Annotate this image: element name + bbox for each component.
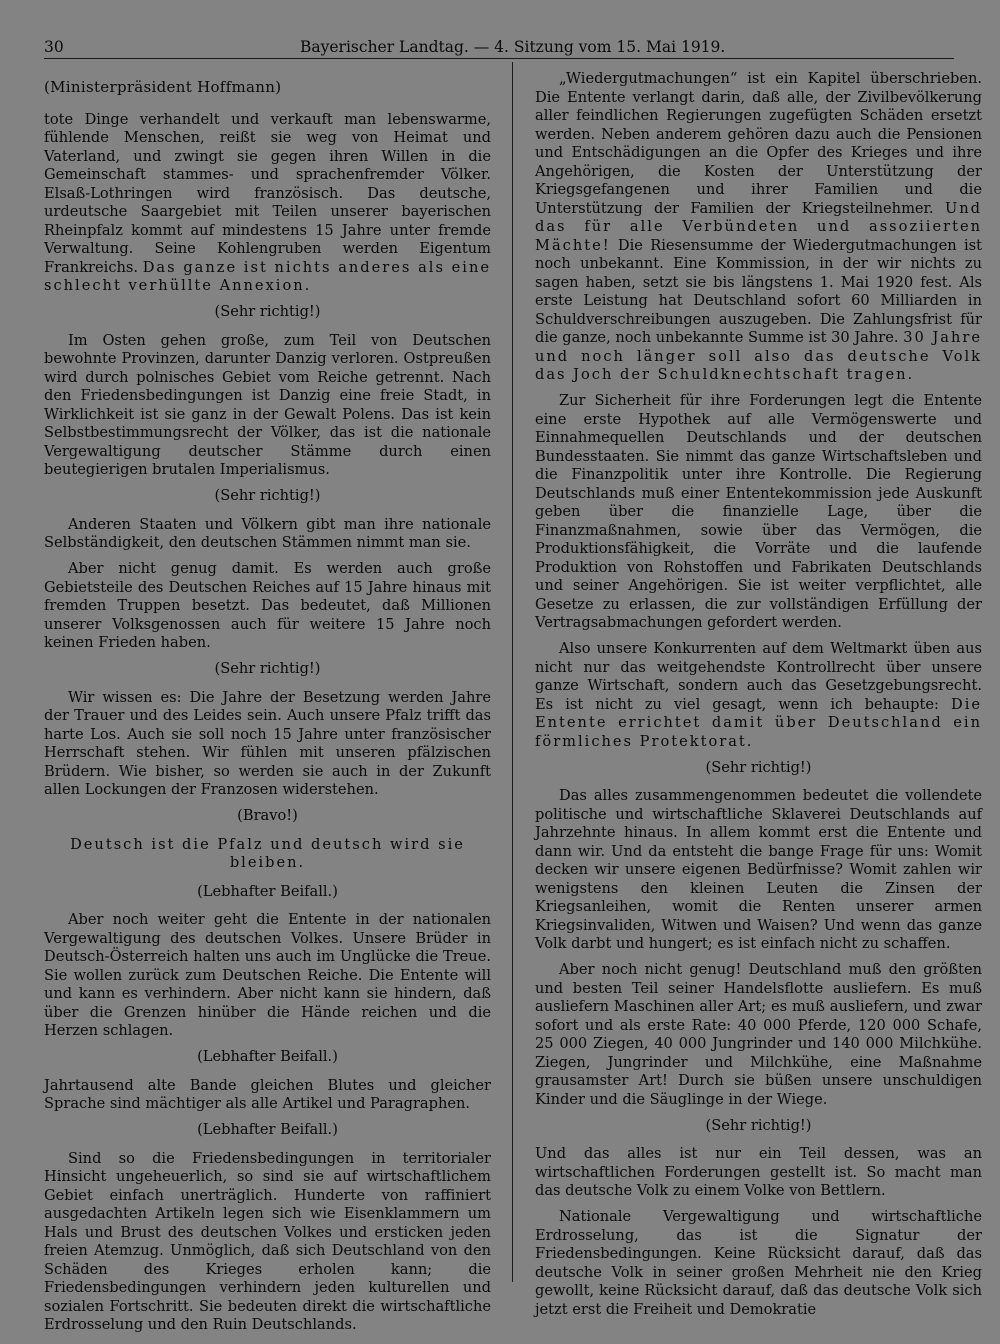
- paragraph: Wir wissen es: Die Jahre der Besetzung werden Jahre der Trauer und des Leides sein. Auch unsere Pfalz trifft das harte Los. Auch sie soll noch 15 Jahre unter französischer Herrschaft stehen. Wir fühlen mit unseren pfälzischen Brüdern. Wie bisher, so werden sie auch in der Zukunft allen Lockungen der Franzosen widerstehen.: [44, 688, 491, 798]
- emphasized-text: 30 Jahre und noch länger soll also das deutsche Volk das Joch der Schuldknechtschaft tragen.: [535, 329, 983, 383]
- paragraph: [535, 640, 982, 751]
- paragraph-text: tote Dinge verhandelt und verkauft man lebenswarme, fühlende Menschen, reißt sie weg von Heimat und Vaterland, und zwingt sie gegen ihren Willen in die Gemeinschaft stammes- und sprachenfremder Völker. Elsaß-Lothringen wird französisch. Das deutsche, urdeutsche Saargebiet mit Teilen unserer bayerischen Rheinpfalz kommt auf mindestens 15 Jahre unter fremde Verwaltung. Seine Kohlengruben werden Eigentum Frankreichs.: [44, 110, 491, 276]
- paragraph: Anderen Staaten und Völkern gibt man ihre nationale Selbständigkeit, den deutschen Stämmen nimmt man sie.: [44, 515, 491, 551]
- page-header: [44, 38, 954, 59]
- column-divider: [512, 62, 513, 1282]
- interjection: (Sehr richtig!): [705, 1116, 812, 1134]
- paragraph: Aber nicht genug damit. Es werden auch große Gebietsteile des Deutschen Reiches auf 15 Jahre hinaus mit fremden Truppen besetzt. Das bedeutet, daß Millionen unserer Volksgenossen auch für weitere 15 Jahre noch keinen Frieden haben.: [44, 560, 491, 651]
- paragraph: Zur Sicherheit für ihre Forderungen legt die Entente eine erste Hypothek auf alle Vermögenswerte und Einnahmequellen Deutschlands und der deutschen Bundesstaaten. Sie nimmt das ganze Wirtschaftsleben und die Finanzpolitik unter ihre Kontrolle. Die Regierung Deutschlands muß einer Ententekommission jede Auskunft geben über die finanzielle Lage, über die Finanzmaßnahmen, sowie über das Vermögen, die Produktionsfähigkeit, die Vorräte und die laufende Produktion von Rohstoffen und Fabrikaten Deutschlands und seiner Angehörigen. Sie ist weiter verpflichtet, alle Gesetze zu erlassen, die zur vollständigen Erfüllung der Vertragsabmachungen gefordert werden.: [535, 392, 982, 631]
- right-column: [535, 70, 982, 1327]
- page-number: 30: [44, 38, 64, 56]
- speaker-note: (Ministerpräsident Hoffmann): [44, 78, 282, 96]
- interjection: (Sehr richtig!): [214, 660, 321, 677]
- emphasized-text: Die Entente errichtet damit über Deutschland ein förmliches Protektorat.: [535, 695, 983, 750]
- paragraph: Nationale Vergewaltigung und wirtschaftliche Erdrosselung, das ist die Signatur der Friedensbedingungen. Keine Rücksicht darauf, daß das deutsche Volk in seiner großen Mehrheit nie den Krieg gewollt, keine Rücksicht darauf, daß das deutsche Volk sich jetzt erst die Freiheit und Demokratie: [535, 1208, 982, 1318]
- paragraph-text: „Wiedergutmachungen“ ist ein Kapitel überschrieben. Die Entente verlangt darin, daß alle, der Zivilbevölkerung aller feindlichen Regierungen zugefügten Schäden ersetzt werden. Neben anderem gehören dazu auch die Pensionen und Entschädigungen an die Opfer des Krieges und ihre Angehörigen, die Kosten der Unterstützung der Kriegsgefangenen und ihrer Familien und die Unterstützung der Familien der Kriegsteilnehmer.: [535, 70, 982, 217]
- interjection: (Bravo!): [237, 807, 298, 824]
- running-head: Bayerischer Landtag. — 4. Sitzung vom 15. Mai 1919.: [300, 38, 726, 56]
- emphasized-text: Und das für alle Verbündeten und assoziierten Mächte!: [535, 199, 982, 254]
- interjection: (Sehr richtig!): [214, 487, 321, 504]
- emphasized-text: Das ganze ist nichts anderes als eine schlecht verhüllte Annexion.: [44, 258, 491, 294]
- interjection: (Lebhafter Beifall.): [197, 1121, 338, 1138]
- interjection: (Sehr richtig!): [705, 758, 812, 776]
- paragraph: Und das alles ist nur ein Teil dessen, was an wirtschaftlichen Forderungen gestellt ist. So macht man das deutsche Volk zu einem Volke von Bettlern.: [535, 1145, 982, 1199]
- left-column: [44, 70, 491, 1342]
- paragraph-text: Die Riesensumme der Wiedergutmachungen ist noch unbekannt. Eine Kommission, in der wir nichts zu sagen haben, setzt sie bis längstens 1. Mai 1920 fest. Als erste Leistung hat Deutschland sofort 60 Milliarden in Schuldverschreibungen auszugeben. Die Zahlungsfrist für die ganze, noch unbekannte Summe ist 30 Jahre.: [535, 236, 983, 346]
- paragraph: Jahrtausend alte Bande gleichen Blutes und gleicher Sprache sind mächtiger als alle Artikel und Paragraphen.: [44, 1076, 491, 1112]
- paragraph: Aber noch nicht genug! Deutschland muß den größten und besten Teil seiner Handelsflotte ausliefern. Es muß ausliefern Maschinen aller Art; es muß ausliefern, und zwar sofort und als erste Rate: 40 000 Pferde, 120 000 Schafe, 25 000 Ziegen, 40 000 Jungrinder und 140 000 Milchkühe. Ziegen, Jungrinder und Milchkühe, eine Maßnahme grausamster Art! Durch sie büßen unsere unschuldigen Kinder und die Säuglinge in der Wiege.: [535, 961, 982, 1108]
- paragraph: [44, 111, 491, 296]
- paragraph: Im Osten gehen große, zum Teil von Deutschen bewohnte Provinzen, darunter Danzig verloren. Ostpreußen wird durch polnisches Gebiet vom Reiche getrennt. Nach den Friedensbedingungen ist Danzig eine freie Stadt, in Wirklichkeit ist sie ganz in der Gewalt Polens. Das ist kein Selbstbestimmungsrecht der Völker, das ist die nationale Vergewaltigung deutscher Stämme durch einen beutegierigen brutalen Imperialismus.: [44, 331, 491, 478]
- paragraph: [535, 70, 982, 385]
- paragraph: Das alles zusammengenommen bedeutet die vollendete politische und wirtschaftliche Sklaverei Deutschlands auf Jahrzehnte hinaus. In allem kommt erst die Entente und dann wir. Und da entsteht die bange Frage für uns: Womit decken wir unsere eigenen Bedürfnisse? Womit zahlen wir wenigstens den kleinen Leuten die Zinsen der Kriegsanleihen, womit die Renten unserer armen Kriegsinvaliden, Witwen und Waisen? Und wenn das ganze Volk darbt und hungert; es ist einfach nicht zu schaffen.: [535, 787, 982, 952]
- interjection: (Lebhafter Beifall.): [197, 882, 338, 900]
- emphasized-line: Deutsch ist die Pfalz und deutsch wird sie bleiben.: [70, 835, 465, 871]
- paragraph: Sind so die Friedensbedingungen in territorialer Hinsicht ungeheuerlich, so sind sie auf wirtschaftlichem Gebiet einfach unerträglich. Hunderte von raffiniert ausgedachten Artikeln legen sich wie Eisenklammern um Hals und Brust des deutschen Volkes und ersticken jeden freien Atemzug. Unmöglich, daß sich Deutschland von den Schäden des Krieges erholen kann; die Friedensbedingungen verhindern jeden kulturellen und sozialen Fortschritt. Sie bedeuten direkt die wirtschaftliche Erdrosselung und den Ruin Deutschlands.: [44, 1149, 491, 1333]
- paragraph-text: Also unsere Konkurrenten auf dem Weltmarkt üben aus nicht nur das weitgehendste Kontrollrecht über unsere ganze Wirtschaft, sondern auch das Gesetzgebungsrecht. Es ist nicht zu viel gesagt, wenn ich behaupte:: [535, 640, 982, 713]
- interjection: (Lebhafter Beifall.): [197, 1048, 338, 1065]
- interjection: (Sehr richtig!): [214, 303, 321, 320]
- paragraph: Aber noch weiter geht die Entente in der nationalen Vergewaltigung des deutschen Volkes. Unsere Brüder in Deutsch-Österreich halten uns auch im Unglücke die Treue. Sie wollen zurück zum Deutschen Reiche. Die Entente will und kann es verhindern. Aber nicht kann sie hindern, daß über die Grenzen hinüber die Hände reichen und die Herzen schlagen.: [44, 911, 491, 1039]
